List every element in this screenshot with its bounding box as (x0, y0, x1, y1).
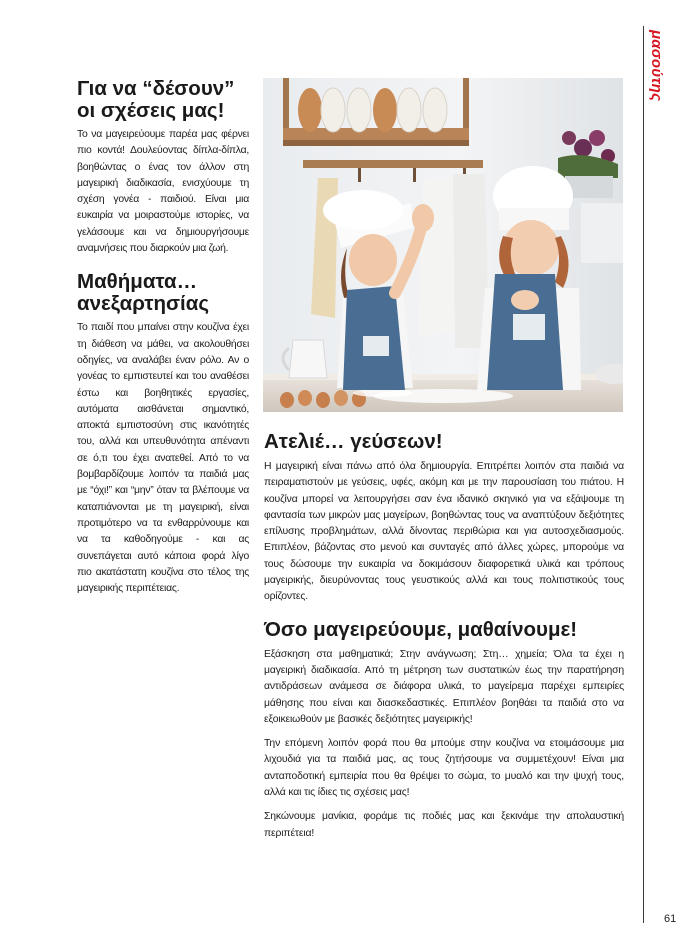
brand-logo: μασούτης (648, 30, 665, 102)
left-column (77, 78, 249, 597)
heading-atelier: Ατελιέ… γεύσεων! (264, 430, 443, 453)
heading-independence: Μαθήματα… ανεξαρτησίας (77, 270, 209, 316)
paragraph-next-time: Την επόμενη λοιπόν φορά που θα μπούμε στην κουζίνα να ετοιμάσουμε μια λιχουδιά για τα παιδιά μας, ας τους ζητήσουμε να συμμετέχουν! Είναι μια ανταποδοτική εμπειρία που θα θρέψει το σώμα, το μυαλό και την ψυχή τους, αλλά και τις ίδιες τις σχέσεις μας! (264, 738, 624, 799)
paragraph-atelier: Η μαγειρική είναι πάνω από όλα δημιουργία. Επιτρέπει λοιπόν στα παιδιά να πειραματιστούν με γεύσεις, υφές, ακόμη και με την παρουσίαση του πιάτου. Η κουζίνα μπορεί να λειτουργήσει σαν ένα ιδανικό σκηνικό για να εξάψουμε τη φαντασία των μικρών μας μαγείρων, βοηθώντας τους να αναπτύξουν δεξιότητες επίλυσης προβλημάτων, αλλά δίνοντας περιθώρια και για αυτοσχεδιασμούς. Επιπλέον, βάζοντας στο μενού και συνταγές από άλλες χώρες, μπορούμε να τους δώσουμε την ευκαιρία να δοκιμάσουν διαφορετικά υλικά και τρόπους μαγειρικής, διευρύνοντας τους γευστικούς αλλά και τους πολιτιστικούς τους ορίζοντες. (264, 461, 624, 603)
paragraph-closing: Σηκώνουμε μανίκια, φοράμε τις ποδιές μας και ξεκινάμε την απολαυστική περιπέτεια! (264, 811, 624, 839)
paragraph-independence: Το παιδί που μπαίνει στην κουζίνα έχει τη διάθεση να μάθει, να ακολουθήσει οδηγίες, να αναλάβει έναν ρόλο. Αν ο γονέας το εμπιστευτεί και του αναθέσει έστω και βοηθητικές εργασίες, αυτόματα αισθάνεται σημαντικό, αποκτά εμπιστοσύνη στις ικανότητές του, αλλά και υπευθυνότητα απέναντι σε ό,τι του έχει ανατεθεί. Από το να βομβαρδίζουμε λοιπόν τα παιδιά μας με “όχι!” και “μην” όταν τα βλέπουμε να καταπιάνονται με τη μαγειρική, είναι προτιμότερο να τα ενθαρρύνουμε και να τα καθοδηγούμε - και ας συνεπάγεται αυτό κάποια φορά λίγο πιο ακατάστατη κουζίνα στο τέλος της μαγειρικής περιπέτειας. (77, 322, 249, 595)
page-number: 61 (664, 913, 677, 925)
kids-cooking-photo (263, 78, 623, 412)
heading-learning: Όσο μαγειρεύουμε, μαθαίνουμε! (264, 617, 578, 641)
right-column (264, 430, 624, 842)
vertical-divider (643, 26, 644, 923)
heading-bonding: Για να “δέσουν” οι σχέσεις μας! (77, 77, 235, 122)
paragraph-learning: Εξάσκηση στα μαθηματικά; Στην ανάγνωση; Στη… χημεία; Όλα τα έχει η μαγειρική διαδικασία. Από τη μέτρηση των συστατικών έως την παρατήρηση αντιδράσεων ανάμεσα σε διάφορα υλικά, το μαγείρεμα παρέχει εμπειρίες μάθησης που είναι και διασκεδαστικές. Επιπλέον βοηθάει τα παιδιά στο να εξοικειωθούν με βασικές δεξιότητες μαγειρικής! (264, 648, 624, 725)
paragraph-bonding: Το να μαγειρεύουμε παρέα μας φέρνει πιο κοντά! Δουλεύοντας δίπλα-δίπλα, βοηθώντας ο ένας τον άλλον στη μαγειρική διαδικασία, ενισχύουμε τη σχέση γονέα - παιδιού. Είναι μια ευκαιρία να μοιραστούμε ιστορίες, να γελάσουμε και να δημιουργήσουμε αναμνήσεις που διαρκούν μια ζωή. (77, 129, 249, 255)
